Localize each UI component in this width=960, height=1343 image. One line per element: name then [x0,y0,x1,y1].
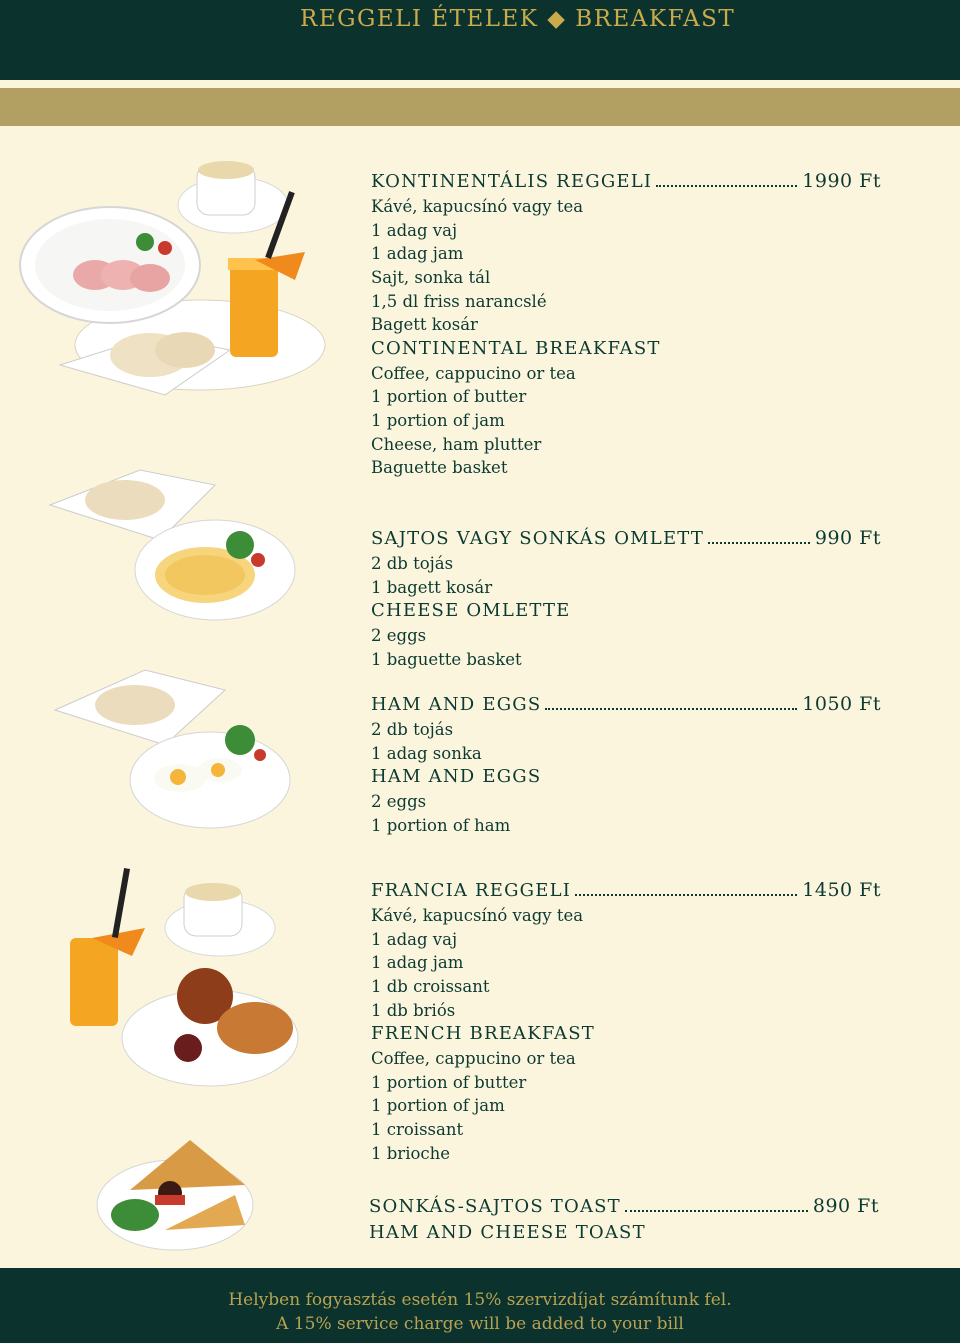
item-name: HAM AND EGGS [371,694,542,715]
continental-breakfast-photo [15,150,345,420]
item-heading [371,879,881,904]
dot-leader [545,708,797,710]
en-line: 1 brioche [371,1143,451,1163]
item-name: SONKÁS-SAJTOS TOAST [369,1196,621,1217]
ham-cheese-toast-photo [95,1135,255,1255]
menu-item-continental [371,170,881,480]
hu-line: 1 adag jam [371,953,464,973]
dot-leader [625,1210,808,1212]
hu-line: 2 db tojás [371,720,454,739]
dot-leader [575,894,797,896]
en-line: 1 portion of jam [371,411,505,430]
menu-item-french-breakfast [371,879,881,1165]
item-price: 990 Ft [814,527,881,549]
menu-item-toast [369,1195,879,1245]
hu-line: 1 adag vaj [371,220,458,240]
hu-line: 1 bagett kosár [371,577,493,597]
en-line: 1 portion of jam [371,1096,505,1116]
hu-line: 1,5 dl friss narancslé [371,291,547,311]
en-line: 2 eggs [371,625,427,645]
french-breakfast-photo [60,868,310,1093]
hu-line: 1 adag sonka [371,743,482,763]
item-heading [371,170,881,195]
item-name: SAJTOS VAGY SONKÁS OMLETT [371,528,705,549]
item-price: 1990 Ft [802,170,881,192]
en-line: 1 portion of butter [371,1072,527,1092]
service-charge-note-en: A 15% service charge will be added to your bill [276,1314,684,1334]
dot-leader [656,185,797,187]
hu-line: Bagett kosár [371,315,478,335]
en-line: Coffee, cappucino or tea [371,363,576,383]
en-line: Cheese, ham plutter [371,434,542,454]
ham-and-eggs-photo [50,660,300,835]
hu-line: Sajt, sonka tál [371,268,491,288]
en-line: 1 croissant [371,1120,464,1139]
item-price: 890 Ft [812,1195,879,1217]
page-title: REGGELI ÉTELEK ◆ BREAKFAST [300,6,736,32]
en-line: 2 eggs [371,791,427,811]
en-title: CHEESE OMLETTE [371,600,571,622]
en-line: Baguette basket [371,458,508,478]
hu-line: 1 adag jam [371,244,464,264]
item-price: 1450 Ft [802,879,881,901]
en-title: HAM AND EGGS [371,766,542,788]
en-title: HAM AND CHEESE TOAST [369,1222,646,1243]
menu-item-omelette [371,527,881,671]
item-name: FRANCIA REGGELI [371,880,572,901]
item-heading [371,527,881,552]
item-heading [369,1195,879,1220]
gold-divider-band [0,88,960,126]
hu-line: 1 db briós [371,1000,456,1020]
en-line: Coffee, cappucino or tea [371,1048,576,1068]
hu-line: Kávé, kapucsínó vagy tea [371,906,584,925]
en-title: CONTINENTAL BREAKFAST [371,338,661,360]
item-name: KONTINENTÁLIS REGGELI [371,171,653,192]
hu-line: 1 adag vaj [371,929,458,949]
en-title: FRENCH BREAKFAST [371,1023,595,1045]
menu-item-ham-and-eggs [371,693,881,837]
hu-line: 1 db croissant [371,977,490,997]
service-charge-note-hu: Helyben fogyasztás esetén 15% szervizdíjat számítunk fel. [228,1290,732,1310]
omelette-photo [40,460,300,630]
en-line: 1 baguette basket [371,649,522,669]
en-line: 1 portion of ham [371,815,511,835]
en-line: 1 portion of butter [371,387,527,407]
item-price: 1050 Ft [802,693,881,715]
hu-line: 2 db tojás [371,554,454,573]
dot-leader [708,542,810,544]
hu-line: Kávé, kapucsínó vagy tea [371,197,584,216]
item-heading [371,693,881,718]
